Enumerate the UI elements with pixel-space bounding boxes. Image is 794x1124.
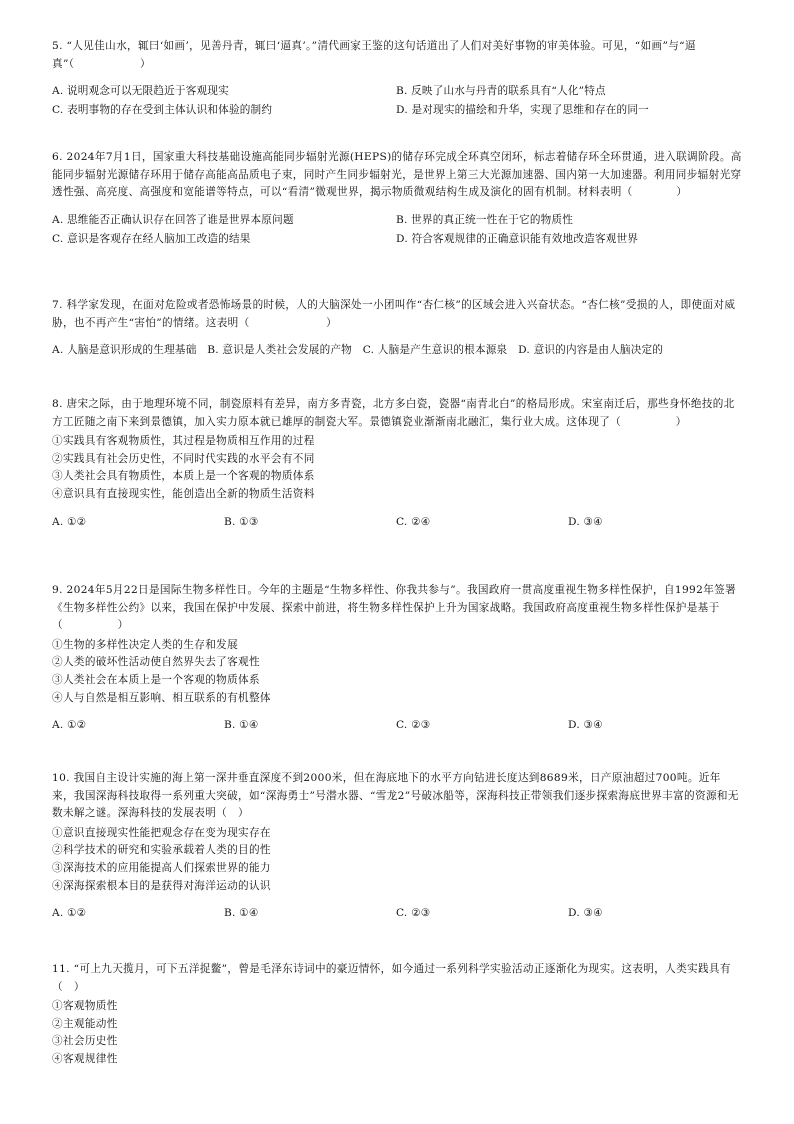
statement-list [52, 998, 742, 1068]
question-11 [52, 961, 742, 1069]
option-c: C. ②③ [396, 907, 431, 920]
option-a: A. ①② [52, 907, 87, 920]
options [52, 717, 742, 734]
statement-2: ②科学技术的研究和实验承载着人类的目的性 [52, 844, 271, 857]
option-c: C. 意识是客观存在经人脑加工改造的结果 [52, 232, 251, 245]
statement-1: ①客观物质性 [52, 1000, 118, 1013]
option-b: B. 世界的真正统一性在于它的物质性 [396, 213, 574, 226]
question-6 [52, 149, 742, 248]
option-a: A. 思维能否正确认识存在回答了谁是世界本原问题 [52, 213, 294, 226]
question-stem: 10. 我国自主设计实施的海上第一深井垂直深度不到2000米，但在海底地下的水平方向钻进长度达到8689米，日产原油超过700吨。近年来，我国深海科技取得一系列重大突破，如“深海勇士”号潜水器、“雪龙2”号破冰船等，深海科技正带领我们逐步探索海底世界丰富的资源和无数未解之谜。深海科技的发展表明（ ） [52, 772, 739, 820]
question-stem: 11. “可上九天揽月，可下五洋捉鳖”，曾是毛泽东诗词中的豪迈情怀，如今通过一系列科学实验活动正逐渐化为现实。这表明，人类实践具有（ ） [52, 963, 731, 993]
option-d: D. 是对现实的描绘和升华，实现了思维和存在的同一 [396, 104, 649, 117]
option-b: B. ①③ [224, 515, 259, 528]
options: A. 人脑是意识形成的生理基础 B. 意识是人类社会发展的产物 C. 人脑是产生意识的根本源泉 D. 意识的内容是由人脑决定的 [52, 344, 664, 357]
option-a: A. ①② [52, 719, 87, 732]
options [52, 212, 742, 248]
question-7 [52, 297, 742, 359]
question-stem: 5. “人见佳山水，辄曰‘如画’，见善丹青，辄曰‘逼真’。”清代画家王鉴的这句话道出了人们对美好事物的审美体验。可见，“如画”与“逼真”（ ） [52, 40, 696, 70]
option-b: B. ①④ [224, 719, 259, 732]
question-8 [52, 396, 742, 531]
question-5 [52, 38, 742, 119]
option-c: C. ②③ [396, 719, 431, 732]
question-stem: 9. 2024年5月22日是国际生物多样性日。今年的主题是“生物多样性、你我共参与”。我国政府一贯高度重视生物多样性保护，自1992年签署《生物多样性公约》以来，我国在保护中发展、探索中前进，将生物多样性保护上升为国家战略。我国政府高度重视生物多样性保护是基于（ ） [52, 584, 737, 632]
statement-2: ②人类的破坏性活动使自然界失去了客观性 [52, 656, 260, 669]
statement-4: ④客观规律性 [52, 1052, 118, 1065]
statement-list [52, 433, 742, 503]
question-stem: 8. 唐宋之际，由于地理环境不同，制瓷原料有差异，南方多青瓷，北方多白瓷，瓷器“南青北白”的格局形成。宋室南迁后，那些身怀绝技的北方工匠随之南下来到景德镇，加入实力原本就已雄厚的制瓷大军。景德镇瓷业渐渐南北融汇，集行业大成。这体现了（ ） [52, 398, 735, 428]
statement-4: ④深海探索根本目的是获得对海洋运动的认识 [52, 879, 271, 892]
statement-3: ③人类社会具有物质性，本质上是一个客观的物质体系 [52, 470, 315, 483]
option-d: D. ③④ [568, 719, 603, 732]
statement-2: ②主观能动性 [52, 1017, 118, 1030]
question-10 [52, 770, 742, 922]
question-stem: 7. 科学家发现，在面对危险或者恐怖场景的时候，人的大脑深处一小团叫作“杏仁核”的区域会进入兴奋状态。“杏仁核”受损的人，即使面对威胁，也不再产生“害怕”的情绪。这表明（ ） [52, 299, 736, 329]
statement-2: ②实践具有社会历史性，不同时代实践的水平会有不同 [52, 452, 315, 465]
options [52, 514, 742, 531]
statement-list [52, 637, 742, 707]
statement-3: ③深海技术的应用能提高人们探索世界的能力 [52, 861, 271, 874]
statement-3: ③社会历史性 [52, 1035, 118, 1048]
option-d: D. ③④ [568, 907, 603, 920]
statement-3: ③人类社会在本质上是一个客观的物质体系 [52, 673, 260, 686]
question-9 [52, 582, 742, 734]
option-a: A. 说明观念可以无限趋近于客观现实 [52, 85, 229, 98]
option-c: C. 表明事物的存在受到主体认识和体验的制约 [52, 104, 273, 117]
question-stem: 6. 2024年7月1日，国家重大科技基础设施高能同步辐射光源(HEPS)的储存环完成全环真空闭环，标志着储存环全环贯通，进入联调阶段。高能同步辐射光源储存环用于储存高能高品质电子束，同时产生同步辐射光，是世界上第三大光源加速器、国内第一大加速器。利用同步辐射光穿透性强、高亮度、高强度和宽能谱等特点，可以“看清”微观世界，揭示物质微观结构生成及演化的固有机制。材料表明（ ） [52, 151, 742, 199]
options [52, 905, 742, 922]
statement-1: ①实践具有客观物质性，其过程是物质相互作用的过程 [52, 435, 315, 448]
option-d: D. 符合客观规律的正确意识能有效地改造客观世界 [396, 232, 639, 245]
statement-list [52, 825, 742, 895]
statement-4: ④人与自然是相互影响、相互联系的有机整体 [52, 691, 271, 704]
options [52, 83, 742, 119]
option-a: A. ①② [52, 515, 87, 528]
statement-4: ④意识具有直接现实性，能创造出全新的物质生活资料 [52, 487, 315, 500]
option-b: B. ①④ [224, 907, 259, 920]
statement-1: ①意识直接现实性能把观念存在变为现实存在 [52, 826, 271, 839]
option-d: D. ③④ [568, 515, 603, 528]
option-b: B. 反映了山水与丹青的联系具有“人化”特点 [396, 85, 606, 98]
statement-1: ①生物的多样性决定人类的生存和发展 [52, 638, 239, 651]
option-c: C. ②④ [396, 515, 431, 528]
